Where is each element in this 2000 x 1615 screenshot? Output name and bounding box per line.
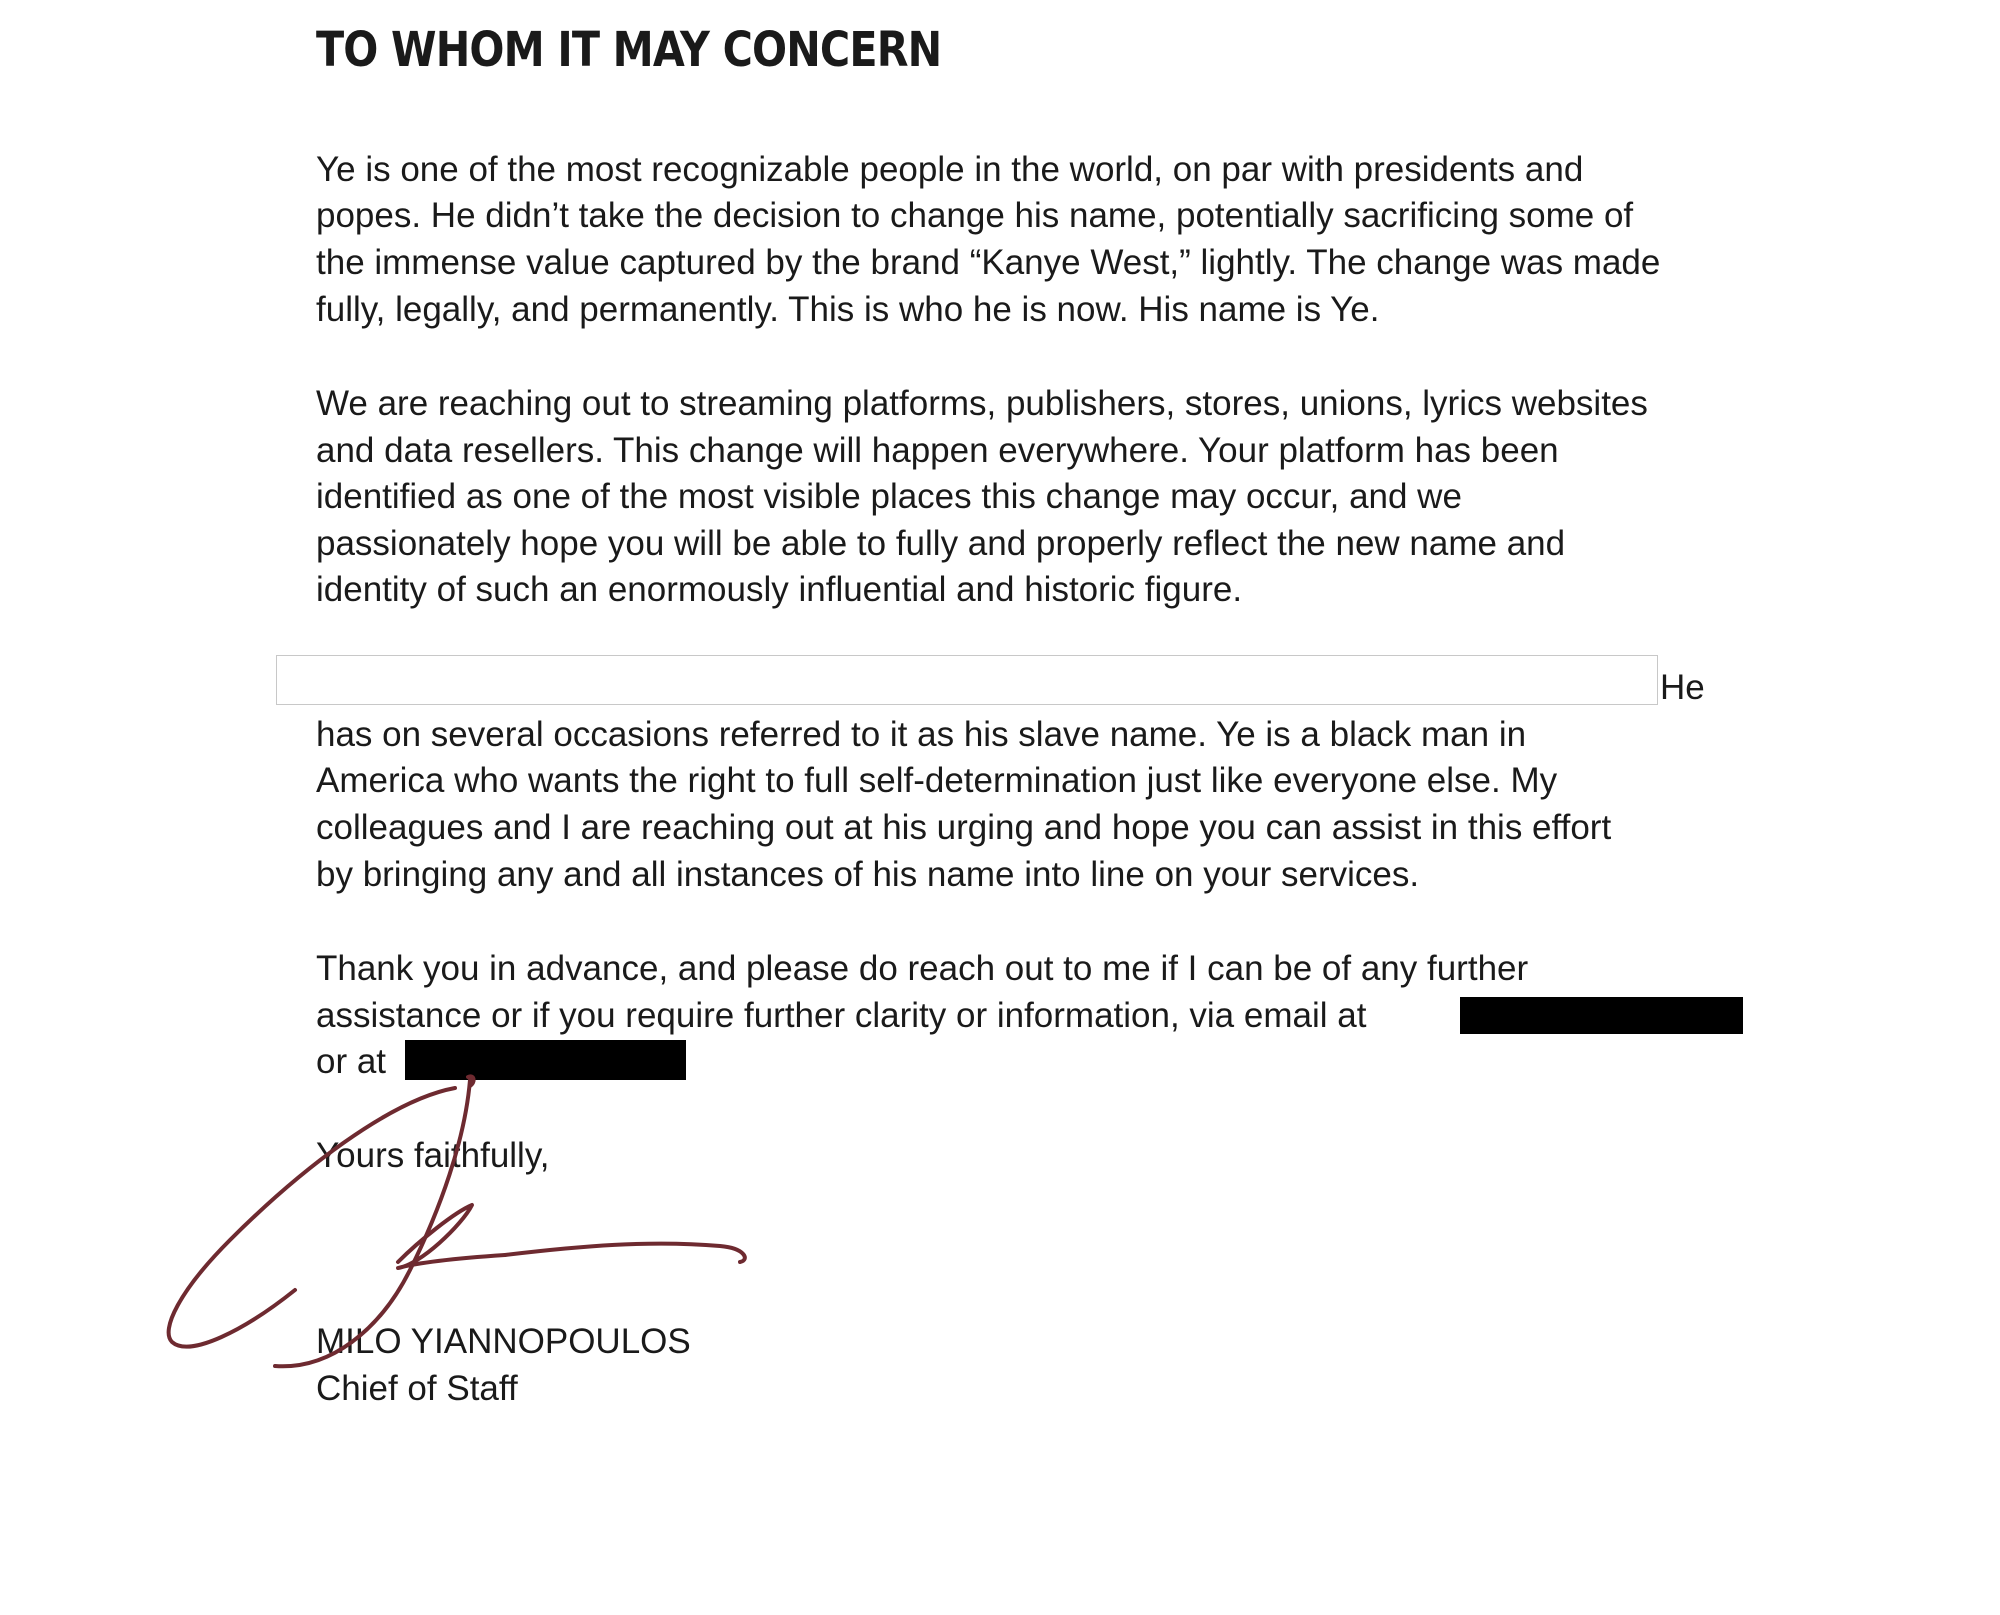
paragraph-4-line: Thank you in advance, and please do reach out to me if I can be of any further <box>316 949 1529 988</box>
paragraph-4-line: assistance or if you require further clarity or information, via email at <box>316 996 1367 1035</box>
email-redaction-bar <box>1460 997 1743 1034</box>
phone-redaction-bar <box>405 1040 686 1080</box>
paragraph-3-line: colleagues and I are reaching out at his urging and hope you can assist in this effort <box>316 808 1612 847</box>
paragraph-1-line: popes. He didn’t take the decision to change his name, potentially sacrificing some of <box>316 196 1634 235</box>
paragraph-1-line: fully, legally, and permanently. This is who he is now. His name is Ye. <box>316 290 1380 329</box>
paragraph-3-start-word: He <box>1660 668 1705 707</box>
paragraph-2-line: passionately hope you will be able to fully and properly reflect the new name and <box>316 524 1566 563</box>
paragraph-3-line: has on several occasions referred to it as his slave name. Ye is a black man in <box>316 715 1527 754</box>
signer-name: MILO YIANNOPOULOS <box>316 1322 691 1361</box>
paragraph-3-line: America who wants the right to full self-determination just like everyone else. My <box>316 761 1558 800</box>
letter-heading: TO WHOM IT MAY CONCERN <box>316 22 942 78</box>
paragraph-4-line: or at <box>316 1042 387 1081</box>
paragraph-2-line: identified as one of the most visible places this change may occur, and we <box>316 477 1462 516</box>
paragraph-2-line: identity of such an enormously influential and historic figure. <box>316 570 1243 609</box>
whiteout-redaction-box <box>276 655 1658 705</box>
paragraph-2-line: and data resellers. This change will happen everywhere. Your platform has been <box>316 431 1559 470</box>
paragraph-1-line: the immense value captured by the brand “Kanye West,” lightly. The change was made <box>316 243 1661 282</box>
closing-line: Yours faithfully, <box>316 1136 550 1175</box>
paragraph-2-line: We are reaching out to streaming platforms, publishers, stores, unions, lyrics websites <box>316 384 1648 423</box>
paragraph-3-line: by bringing any and all instances of his name into line on your services. <box>316 855 1420 894</box>
signer-title: Chief of Staff <box>316 1369 518 1408</box>
paragraph-1-line: Ye is one of the most recognizable people in the world, on par with presidents and <box>316 150 1584 189</box>
